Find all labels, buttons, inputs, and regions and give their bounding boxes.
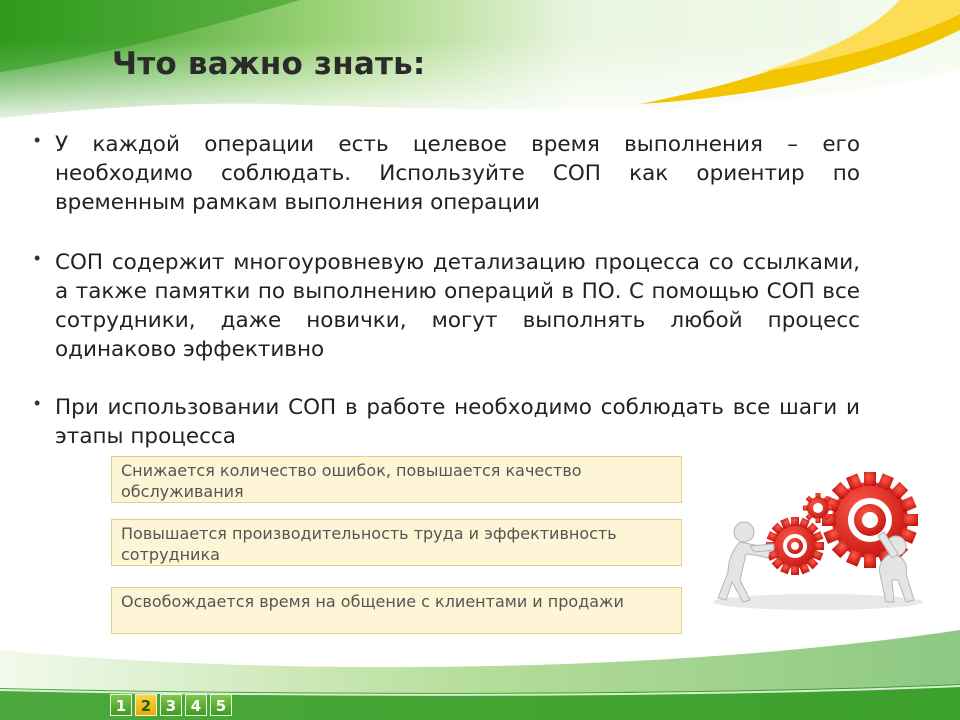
bullet-dot: •	[34, 248, 41, 268]
bullet-text: СОП содержит многоуровневую детализацию процесса со ссылками, а также памятки по выполнению операций в ПО. С помощью СОП все сотрудники, даже новички, могут выполнять любой процесс одинаково эффективно	[55, 250, 860, 362]
people-pushing-gears-icon	[710, 462, 926, 612]
page-button-5[interactable]: 5	[210, 694, 232, 716]
benefit-box: Повышается производительность труда и эффективность сотрудника	[111, 519, 682, 566]
page-button-1[interactable]: 1	[110, 694, 132, 716]
bullet-dot: •	[34, 130, 41, 150]
bullet-dot: •	[34, 393, 41, 413]
slide-title: Что важно знать:	[112, 46, 426, 82]
page-navigation	[110, 694, 232, 716]
benefit-box: Снижается количество ошибок, повышается качество обслуживания	[111, 456, 682, 503]
page-button-2-active[interactable]: 2	[135, 694, 157, 716]
benefit-box: Освобождается время на общение с клиентами и продажи	[111, 587, 682, 634]
bullet-text: При использовании СОП в работе необходимо соблюдать все шаги и этапы процесса	[55, 395, 860, 449]
bullet-text: У каждой операции есть целевое время выполнения – его необходимо соблюдать. Используйте СОП как ориентир по временным рамкам выполнения операции	[55, 132, 860, 215]
page-button-4[interactable]: 4	[185, 694, 207, 716]
page-button-3[interactable]: 3	[160, 694, 182, 716]
